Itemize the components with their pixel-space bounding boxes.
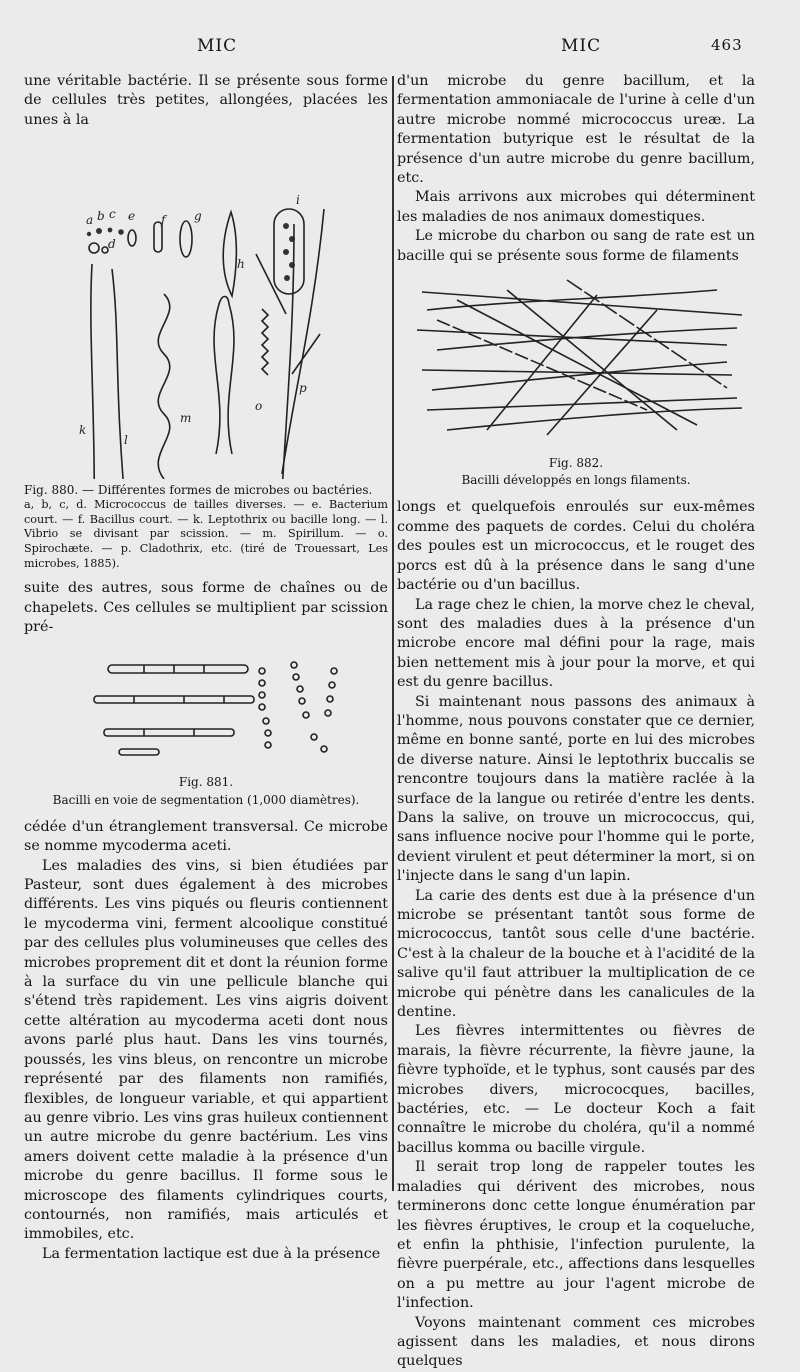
fig880-label-k: k (79, 423, 87, 438)
fig880-label-a: a (86, 213, 94, 228)
leptothrix-filament-k (91, 264, 94, 479)
fig880-label-e: e (128, 209, 136, 224)
figure-881-illustration (24, 641, 388, 769)
spirillum-m (158, 294, 170, 479)
fig880-label-d: d (108, 237, 116, 252)
right-paragraph-8: Les fièvres intermittentes ou fièvres de marais, la fièvre récurrente, la fièvre jaune, la fièvre typhoïde, et le typhus, sont causés par des microbes divers, micrococques, bacilles, bactéries, etc. — Le docteur Koch a fait connaître le microbe du choléra, qu'il a nommé bacillus komma ou bacille virgule. (397, 1023, 755, 1156)
left-paragraph-3: cédée d'un étranglement transversal. Ce microbe se nomme mycoderma aceti. (24, 818, 388, 855)
fig880-label-i: i (296, 193, 300, 208)
cladothrix-p (256, 209, 324, 479)
column-divider (392, 76, 394, 1191)
running-head-left: MIC (197, 36, 238, 56)
fig880-label-m: m (180, 411, 192, 426)
right-paragraph-6: Si maintenant nous passons des animaux à l'homme, nous pouvons constater que ce dernier, même en bonne santé, porte en lui des microbes de diverse nature. Ainsi le leptothrix buccalis se rencontre toujours dans la matière raclée à la surface de la langue ou retirée d'entre les dents. Dans la salive, on trouve un micrococcus, qui, sans influence nocive pour l'homme qui le porte, devient virulent et peut déterminer la mort, si on l'injecte dans le sang d'un lapin. (397, 693, 755, 885)
right-paragraph-3: Le microbe du charbon ou sang de rate est un bacille qui se présente sous forme de filaments (397, 228, 755, 264)
fig880-label-b: b (97, 209, 105, 224)
fig882-caption: Bacilli développés en longs filaments. (461, 473, 691, 488)
fig880-label-c: c (109, 207, 116, 222)
running-head-right: MIC (561, 36, 602, 56)
fig880-label-h: h (237, 257, 245, 272)
left-paragraph-4: Les maladies des vins, si bien étudiées par Pasteur, sont dues également à des microbes différents. Les vins piqués ou fleuris contiennent le mycoderma vini, ferment alcoolique constitué par des cellules plus volumineuses que celles des microbes proprement dit et dont la réunion forme à la surface du vin une pellicule blanche qui s'étend très rapidement. Les vins aigris doivent cette altération au mycoderma aceti dont nous avons parlé plus haut. Dans les vins tournés, poussés, les vins bleus, on rencontre un microbe représenté par des filaments non ramifiés, flexibles, de longueur variable, et qui appartient au genre vibrio. Les vins gras huileux contiennent un autre microbe du genre bactérium. Les vins amers doivent cette maladie à la présence d'un microbe du genre bacillus. Il forme sous le microscope des filaments cylindriques courts, contournés, non ramifiés, mais articulés et immobiles, etc. (24, 857, 388, 1243)
right-paragraph-7: La carie des dents est due à la présence d'un microbe se présentant tantôt sous forme de micrococcus, tantôt sous celle d'une bactérie. C'est à la chaleur de la bouche et à l'acidité de la salive qu'il faut attribuer la multiplication de ce microbe qui pénètre dans les canalicules de la dentine. (397, 887, 755, 1021)
fig880-label-o: o (255, 399, 263, 414)
right-paragraph-2: Mais arrivons aux microbes qui déterminent les maladies de nos animaux domestiques. (397, 189, 755, 225)
left-paragraph-5: La fermentation lactique est due à la présence (42, 1245, 381, 1262)
fig881-caption: Bacilli en voie de segmentation (1,000 diamètres). (52, 792, 360, 807)
right-paragraph-4: longs et quelquefois enroulés sur eux-mêmes comme des paquets de cordes. Celui du choléra des poules est un micrococcus, et le rouget des porcs est dû à la présence dans le sang d'une bactérie ou d'un bacillus. (397, 499, 755, 594)
right-column (397, 72, 755, 1372)
right-paragraph-10: Voyons maintenant comment ces microbes agissent dans les maladies, et nous dirons quelques (397, 1314, 755, 1370)
fig880-legend: a, b, c, d. Micrococcus de tailles diverses. — e. Bacterium court. — f. Bacillus court. — k. Leptothrix ou bacille long. — l. Vibrio se divisant par scission. — m. Spirillum. — o. Spirochæte. — p. Cladothrix, etc. (tiré de Trouessart, Les microbes, 1885). (24, 498, 388, 570)
spirillum-loop-n (214, 297, 234, 455)
left-paragraph-2: suite des autres, sous forme de chaînes ou de chapelets. Ces cellules se multiplient par scission pré- (24, 580, 388, 635)
fig881-number: Fig. 881. (178, 775, 234, 790)
fig880-number: Fig. 880. — Différentes formes de microbes ou bactéries. (24, 483, 373, 498)
right-paragraph-5: La rage chez le chien, la morve chez le cheval, sont des maladies dues à la présence d'un microbe encore mal défini pour la rage, mais bien nettement mis à jour pour la morve, et qui est du genre bacillus. (397, 596, 755, 691)
fig880-label-f: f (161, 213, 166, 228)
vibrio-filament-l (112, 269, 126, 479)
fig880-label-l: l (124, 433, 128, 448)
right-paragraph-1: d'un microbe du genre bacillum, et la fermentation ammoniacale de l'urine à celle d'un autre microbe nommé micrococcus ureæ. La fermentation butyrique est le résultat de la présence d'un autre microbe du genre bacillum, etc. (397, 73, 755, 187)
left-column (24, 72, 388, 1264)
fig880-label-g: g (194, 209, 202, 224)
right-paragraph-9: Il serait trop long de rappeler toutes les maladies qui dérivent des microbes, nous terminerons donc cette longue énumération par les fièvres éruptives, le croup et la coqueluche, et enfin la phthisie, l'infection purulente, la fièvre puerpérale, etc., affections dans lesquelles on a pu mettre au jour l'agent microbe de l'infection. (397, 1159, 755, 1312)
fig882-number: Fig. 882. (548, 456, 604, 471)
spirochaete-o (262, 309, 268, 375)
fig880-label-p: p (299, 381, 307, 396)
figure-882-illustration (397, 270, 755, 450)
figure-880-illustration (24, 134, 388, 479)
left-paragraph-1: une véritable bactérie. Il se présente sous forme de cellules très petites, allongées, placées les unes à la (24, 73, 388, 128)
page-number: 463 (711, 36, 743, 54)
